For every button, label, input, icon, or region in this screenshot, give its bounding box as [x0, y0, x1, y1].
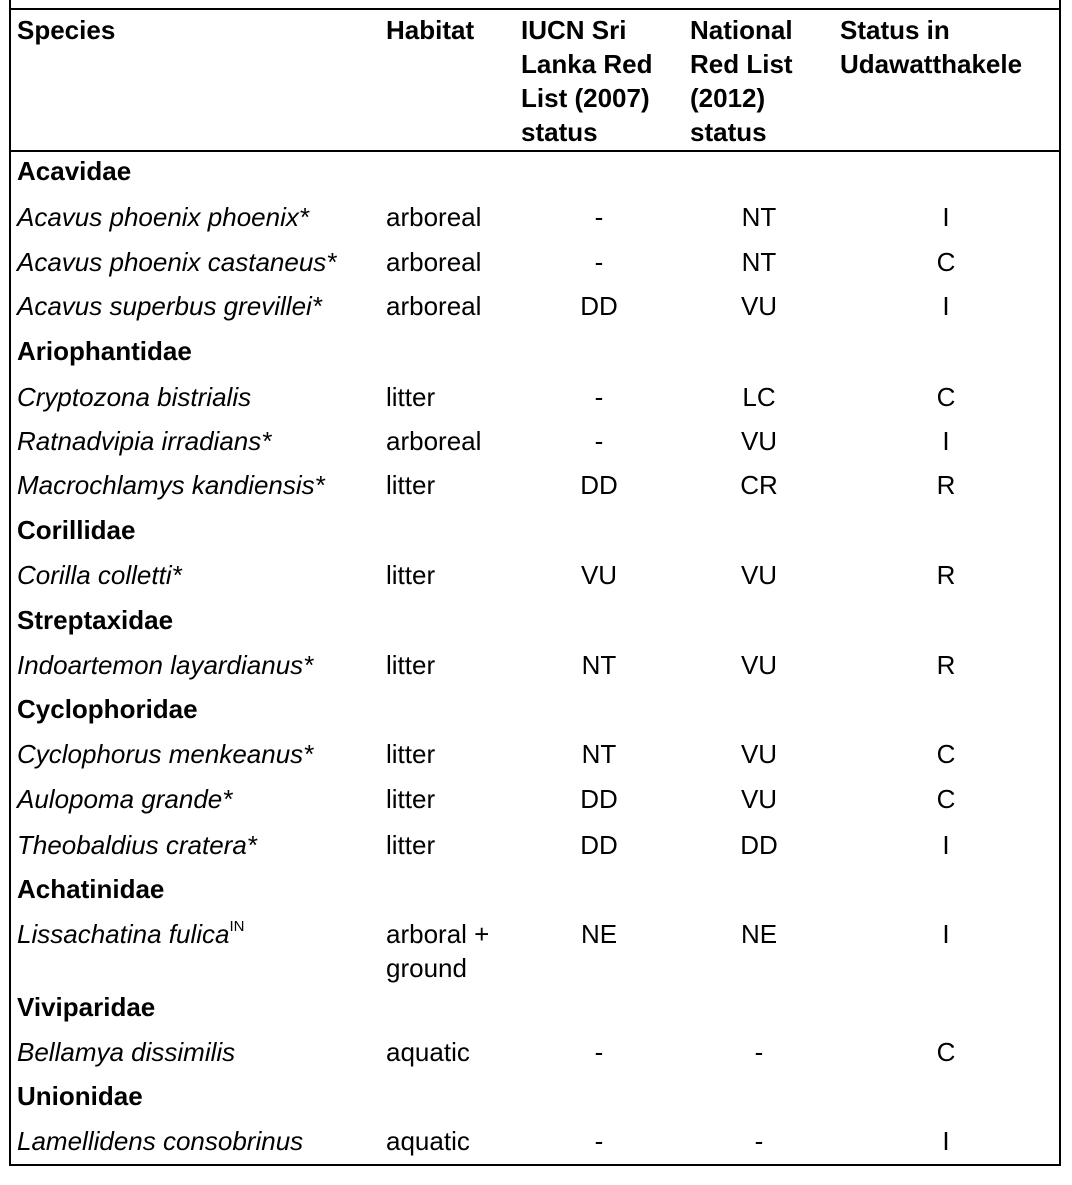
national-cell: VU [740, 784, 778, 814]
family-heading: Ariophantidae [17, 336, 192, 366]
status-cell: I [942, 830, 950, 860]
habitat-cell: litter [386, 830, 436, 860]
family-heading: Streptaxidae [17, 605, 174, 635]
national-cell: VU [740, 291, 778, 321]
species-name: Theobaldius cratera* [17, 830, 257, 860]
iucn-cell: DD [580, 291, 618, 321]
header-habitat: Habitat [386, 15, 475, 45]
national-cell: VU [740, 650, 778, 680]
iucn-cell: - [594, 1037, 604, 1067]
status-cell: I [942, 426, 950, 456]
status-cell: R [936, 560, 956, 590]
iucn-cell: DD [580, 830, 618, 860]
species-name: Cyclophorus menkeanus* [17, 739, 314, 769]
species-superscript: IN [229, 918, 245, 935]
status-cell: C [936, 1037, 956, 1067]
species-name: Aulopoma grande* [17, 784, 233, 814]
national-cell: - [754, 1037, 764, 1067]
habitat-cell: litter [386, 784, 436, 814]
family-heading: Acavidae [17, 156, 132, 186]
header-species: Species [17, 15, 116, 45]
national-cell: VU [740, 426, 778, 456]
iucn-cell: VU [580, 560, 618, 590]
species-name: Lamellidens consobrinus [17, 1126, 304, 1156]
national-cell: NT [741, 202, 777, 232]
iucn-cell: DD [580, 784, 618, 814]
habitat-cell: litter [386, 560, 436, 590]
national-cell: VU [740, 560, 778, 590]
iucn-cell: NT [581, 739, 617, 769]
status-cell: C [936, 247, 956, 277]
iucn-cell: NE [580, 919, 618, 949]
top-rule [9, 8, 1061, 10]
species-name: Bellamya dissimilis [17, 1037, 236, 1067]
status-cell: I [942, 919, 950, 949]
habitat-cell: arboral + ground [386, 919, 490, 983]
national-cell: - [754, 1126, 764, 1156]
header-status: Status in Udawatthakele [840, 15, 1023, 79]
national-cell: CR [740, 470, 778, 500]
iucn-cell: NT [581, 650, 617, 680]
iucn-cell: - [594, 382, 604, 412]
family-heading: Achatinidae [17, 874, 165, 904]
status-cell: I [942, 291, 950, 321]
iucn-cell: - [594, 426, 604, 456]
header-iucn: IUCN Sri Lanka Red List (2007) status [521, 15, 653, 147]
habitat-cell: arboreal [386, 291, 482, 321]
habitat-cell: aquatic [386, 1037, 470, 1067]
species-name: Corilla colletti* [17, 560, 182, 590]
status-cell: C [936, 739, 956, 769]
status-cell: I [942, 202, 950, 232]
family-heading: Viviparidae [17, 992, 156, 1022]
habitat-cell: arboreal [386, 426, 482, 456]
status-cell: R [936, 650, 956, 680]
species-name: Indoartemon layardianus* [17, 650, 314, 680]
national-cell: NT [741, 247, 777, 277]
status-cell: C [936, 784, 956, 814]
habitat-cell: litter [386, 739, 436, 769]
national-cell: LC [742, 382, 776, 412]
species-name: Lissachatina fulica$^{IN}$ [17, 918, 245, 949]
iucn-cell: - [594, 1126, 604, 1156]
header-rule [9, 150, 1061, 152]
national-cell: VU [740, 739, 778, 769]
national-cell: DD [740, 830, 778, 860]
habitat-cell: arboreal [386, 202, 482, 232]
species-name: Acavus phoenix phoenix* [17, 202, 309, 232]
family-heading: Unionidae [17, 1081, 143, 1111]
iucn-cell: - [594, 247, 604, 277]
species-name: Acavus phoenix castaneus* [17, 247, 337, 277]
habitat-cell: litter [386, 650, 436, 680]
species-name: Cryptozona bistrialis [17, 382, 252, 412]
habitat-cell: litter [386, 470, 436, 500]
status-cell: C [936, 382, 956, 412]
family-heading: Corillidae [17, 515, 136, 545]
species-name: Acavus superbus grevillei* [17, 291, 322, 321]
habitat-cell: aquatic [386, 1126, 470, 1156]
habitat-cell: litter [386, 382, 436, 412]
species-name: Ratnadvipia irradians* [17, 426, 272, 456]
header-national: National Red List (2012) status [690, 15, 793, 147]
family-heading: Cyclophoridae [17, 694, 198, 724]
status-cell: R [936, 470, 956, 500]
iucn-cell: - [594, 202, 604, 232]
habitat-cell: arboreal [386, 247, 482, 277]
species-name: Macrochlamys kandiensis* [17, 470, 325, 500]
iucn-cell: DD [580, 470, 618, 500]
national-cell: NE [740, 919, 778, 949]
status-cell: I [942, 1126, 950, 1156]
